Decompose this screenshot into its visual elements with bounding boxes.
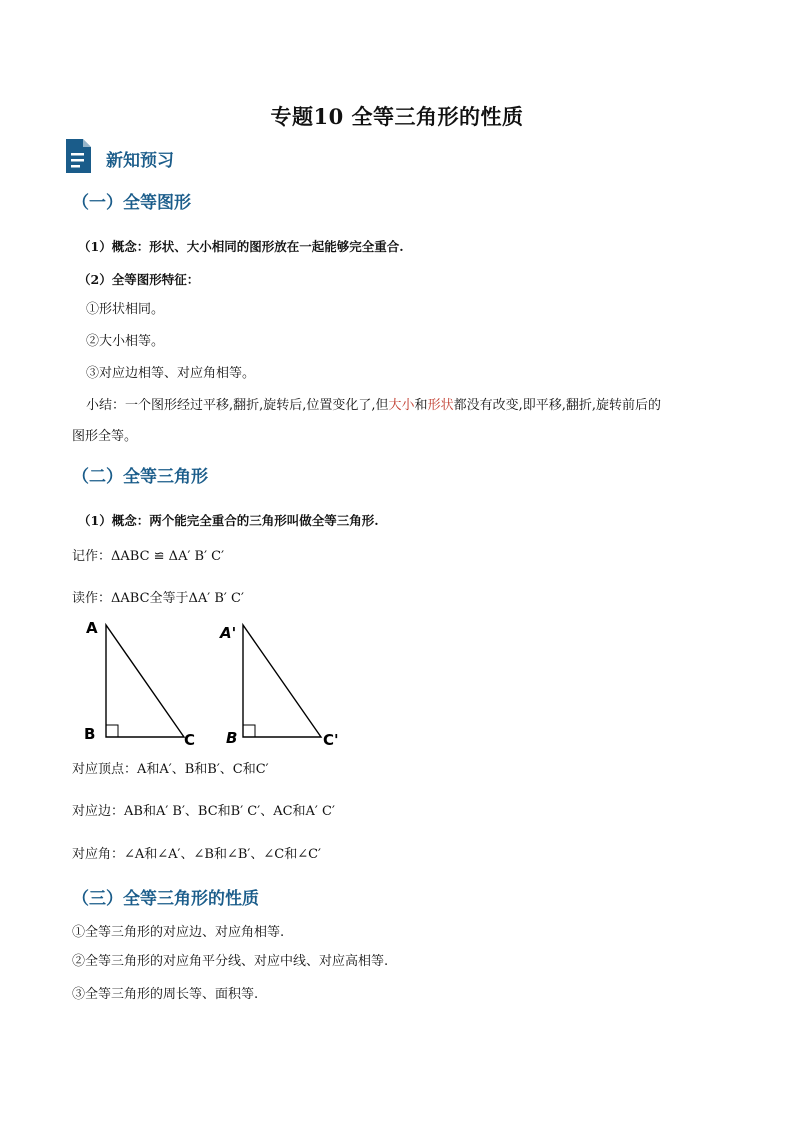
- property-item: ①全等三角形的对应边、对应角相等.: [72, 925, 285, 940]
- congruent-triangle-concept: （1）概念：两个能完全重合的三角形叫做全等三角形.: [78, 513, 379, 528]
- vertex-label-b-prime: B: [226, 729, 238, 747]
- section-heading-congruent-figures: （一）全等图形: [72, 193, 191, 213]
- summary-line: 小结：一个图形经过平移,翻折,旋转后,位置变化了,但大小和形状都没有改变,即平移,翻折,旋转前后的: [86, 398, 661, 413]
- corresponding-sides: 对应边：AB和A′ B′、BC和B′ C′、AC和A′ C′: [72, 804, 335, 819]
- corresponding-angles: 对应角：∠A和∠A′、∠B和∠B′、∠C和∠C′: [72, 847, 321, 862]
- notation-line: 记作：ΔABC ≌ ΔA′ B′ C′: [72, 549, 225, 564]
- vertex-label-c: C: [184, 731, 196, 749]
- vertex-label-b: B: [84, 725, 96, 743]
- corresponding-vertices: 对应顶点：A和A′、B和B′、C和C′: [72, 762, 269, 777]
- triangle-a-prime-b-prime-c-prime: [219, 624, 339, 749]
- feature-item: ②大小相等。: [86, 334, 165, 349]
- vertex-label-a: A: [86, 619, 98, 637]
- document-icon: [64, 138, 92, 174]
- vertex-label-c-prime: C': [323, 731, 339, 749]
- property-item: ③全等三角形的周长等、面积等.: [72, 987, 259, 1002]
- summary-line-continued: 图形全等。: [72, 429, 138, 444]
- property-item: ②全等三角形的对应角平分线、对应中线、对应高相等.: [72, 954, 389, 969]
- reading-line: 读作：ΔABC全等于ΔA′ B′ C′: [72, 591, 244, 606]
- triangle-diagram: [80, 615, 360, 755]
- feature-item: ①形状相同。: [86, 302, 165, 317]
- preview-label: 新知预习: [106, 151, 174, 171]
- section-heading-properties: （三）全等三角形的性质: [72, 889, 259, 909]
- congruent-figure-concept: （1）概念：形状、大小相同的图形放在一起能够完全重合.: [78, 239, 404, 254]
- section-heading-congruent-triangles: （二）全等三角形: [72, 467, 208, 487]
- highlight-shape: 形状: [427, 398, 454, 413]
- highlight-size: 大小: [388, 398, 415, 413]
- triangle-abc: [84, 619, 195, 749]
- features-label: （2）全等图形特征：: [78, 272, 200, 287]
- page-title: 专题10 全等三角形的性质: [270, 104, 524, 129]
- feature-item: ③对应边相等、对应角相等。: [86, 366, 256, 381]
- vertex-label-a-prime: A': [220, 624, 237, 642]
